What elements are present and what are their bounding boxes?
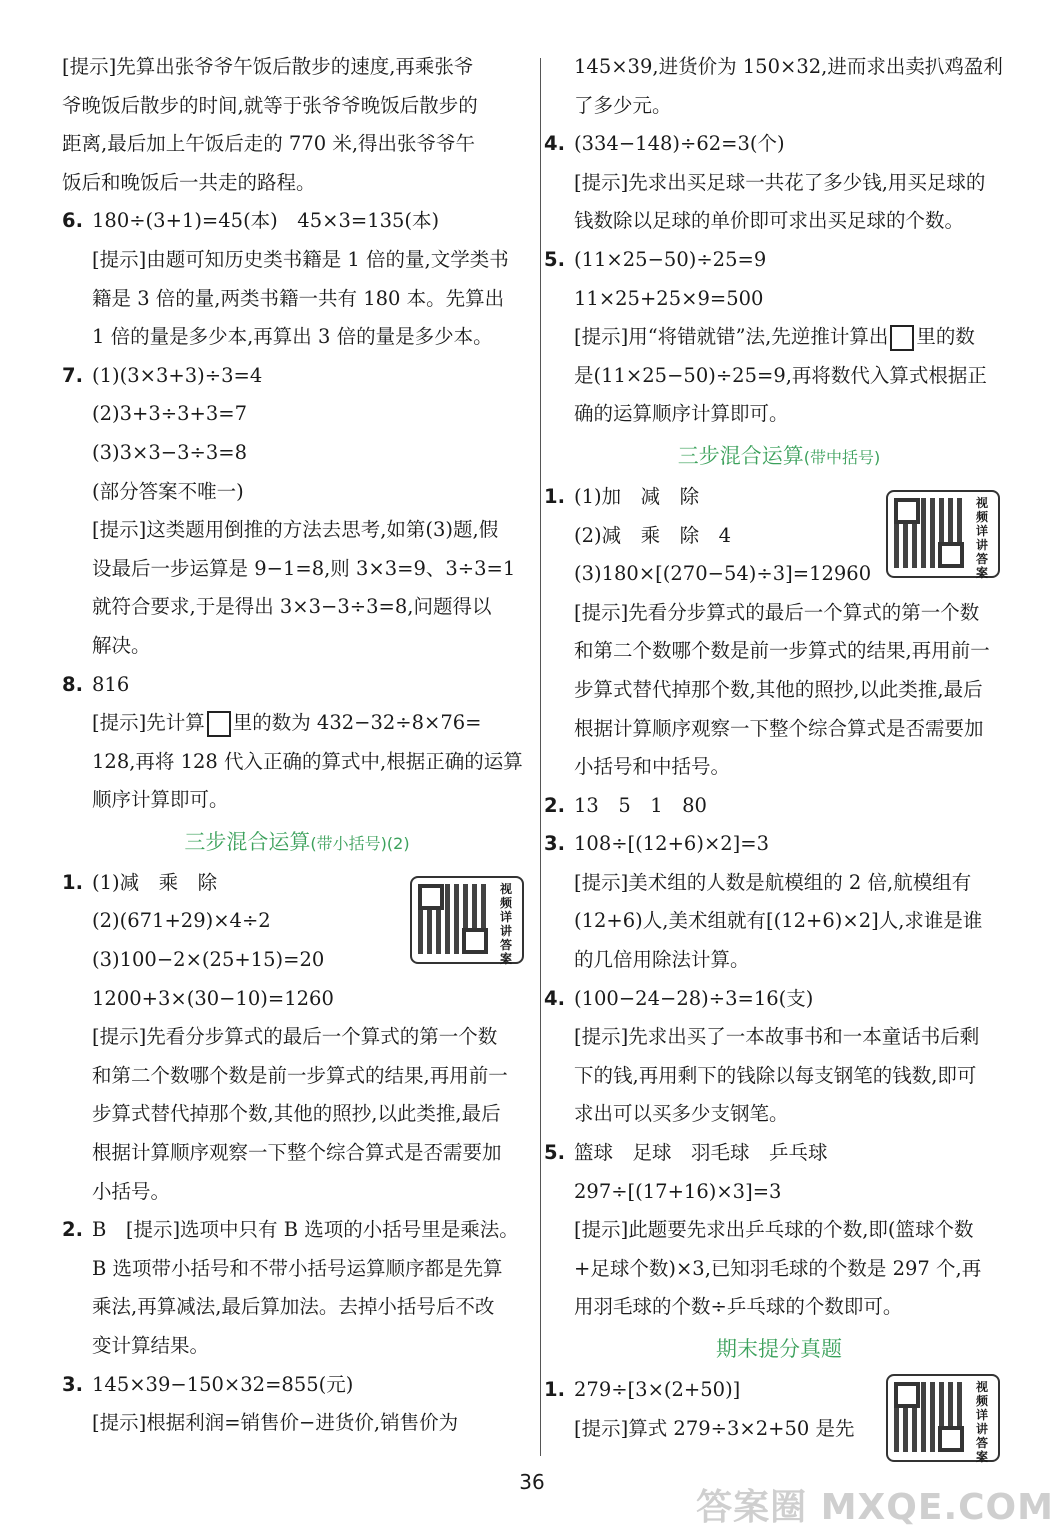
answer-text: 篮球 足球 羽毛球 乒乓球 xyxy=(574,1141,828,1165)
qr-code-icon[interactable] xyxy=(886,490,1000,578)
hint-line: 和第二个数哪个数是前一步算式的结果,再用前一 xyxy=(92,1063,508,1087)
section-subtitle: (带中括号) xyxy=(803,447,881,467)
answer-4 xyxy=(544,980,1014,1019)
hint-line: 1 倍的量是多少本,再算出 3 倍的量是多少本。 xyxy=(92,325,493,349)
answer-4 xyxy=(544,125,1014,164)
answer-line: (3)100−2×(25+15)=20 xyxy=(92,948,325,972)
qr-code-icon[interactable] xyxy=(410,876,524,964)
answer-8 xyxy=(62,666,532,705)
left-column xyxy=(62,48,532,1443)
hint-line: [提示]这类题用倒推的方法去思考,如第(3)题,假 xyxy=(92,518,499,542)
question-number: 1. xyxy=(544,484,565,508)
hint-line: 用羽毛球的个数÷乒乓球的个数即可。 xyxy=(574,1295,903,1319)
hint-line: [提示]美术组的人数是航模组的 2 倍,航模组有 xyxy=(574,870,972,894)
question-number: 1. xyxy=(544,1378,565,1401)
hint-line: +足球个数)×3,已知羽毛球的个数是 297 个,再 xyxy=(574,1256,982,1280)
hint-text: 里的数为 432−32÷8×76= xyxy=(232,711,482,735)
answer-text: 816 xyxy=(92,672,130,696)
hint-line: 的几倍用除法计算。 xyxy=(574,948,750,972)
answer-text: (1)加 减 除 xyxy=(574,484,700,508)
blank-box xyxy=(207,711,231,737)
hint-line: 确的运算顺序计算即可。 xyxy=(574,402,789,426)
hint-line: 下的钱,再用剩下的钱除以每支钢笔的钱数,即可 xyxy=(574,1063,977,1087)
qr-code-icon[interactable] xyxy=(886,1374,1000,1462)
hint-line: 128,再将 128 代入正确的算式中,根据正确的运算 xyxy=(92,749,523,773)
hint-line: 步算式替代掉那个数,其他的照抄,以此类推,最后 xyxy=(92,1102,501,1126)
hint-text: [提示]先计算 xyxy=(92,711,205,735)
hint-line: 是(11×25−50)÷25=9,再将数代入算式根据正 xyxy=(574,363,987,387)
hint-line: 变计算结果。 xyxy=(92,1334,210,1357)
answer-5 xyxy=(544,1134,1014,1173)
question-number: 5. xyxy=(544,1141,565,1165)
answer-text: (334−148)÷62=3(个) xyxy=(574,132,785,156)
hint-line: (12+6)人,美术组就有[(12+6)×2]人,求谁是谁 xyxy=(574,909,983,933)
hint-line: [提示]此题要先求出乒乓球的个数,即(篮球个数 xyxy=(574,1218,974,1242)
hint-line: 小括号。 xyxy=(92,1179,171,1203)
answer-2 xyxy=(544,787,1014,826)
answer-6 xyxy=(62,202,532,241)
answer-note: (部分答案不唯一) xyxy=(92,479,244,503)
hint-line: [提示]先求出买足球一共花了多少钱,用买足球的 xyxy=(574,170,986,194)
hint-text: [提示]用“将错就错”法,先逆推计算出 xyxy=(574,325,889,349)
question-number: 6. xyxy=(62,209,83,233)
answer-text: 108÷[(12+6)×2]=3 xyxy=(574,832,770,856)
answer-text: (1)减 乘 除 xyxy=(92,870,218,894)
question-number: 7. xyxy=(62,363,83,387)
section-heading xyxy=(62,820,532,864)
question-number: 5. xyxy=(544,247,565,271)
question-number: 2. xyxy=(544,793,565,817)
hint-line: [提示]先看分步算式的最后一个算式的第一个数 xyxy=(92,1025,498,1049)
section-heading xyxy=(544,1327,1014,1371)
text-line: [提示]先算出张爷爷午饭后散步的速度,再乘张爷 xyxy=(62,55,474,78)
watermark-logo: 答案圈 MXQE.COM xyxy=(696,1487,1054,1528)
hint-line: 和第二个数哪个数是前一步算式的结果,再用前一 xyxy=(574,639,990,663)
answer-line: 1200+3×(30−10)=1260 xyxy=(92,986,334,1010)
answer-text: 279÷[3×(2+50)] xyxy=(574,1378,741,1401)
answer-line: 297÷[(17+16)×3]=3 xyxy=(574,1179,782,1203)
answer-3 xyxy=(544,825,1014,864)
answer-5 xyxy=(544,241,1014,280)
hint-line: 小括号和中括号。 xyxy=(574,755,731,779)
answer-line: 11×25+25×9=500 xyxy=(574,286,764,310)
right-column xyxy=(544,48,1014,1448)
hint-line: 解决。 xyxy=(92,633,151,657)
hint-line: 根据计算顺序观察一下整个综合算式是否需要加 xyxy=(92,1141,502,1165)
section-title: 期末提分真题 xyxy=(716,1337,842,1361)
qr-label: 视频详讲答案 xyxy=(500,882,513,966)
hint-line: B 选项带小括号和不带小括号运算顺序都是先算 xyxy=(92,1256,503,1280)
hint-line: 钱数除以足球的单价即可求出买足球的个数。 xyxy=(574,209,965,233)
hint-line: 就符合要求,于是得出 3×3−3÷3=8,问题得以 xyxy=(92,595,492,619)
qr-label: 视频详讲答案 xyxy=(976,1380,989,1464)
text-line: 距离,最后加上午饭后走的 770 米,得出张爷爷午 xyxy=(62,132,476,156)
answer-text: B [提示]选项中只有 B 选项的小括号里是乘法。 xyxy=(92,1218,519,1242)
answer-line: (3)3×3−3÷3=8 xyxy=(92,440,248,464)
hint-line: [提示]由题可知历史类书籍是 1 倍的量,文学类书 xyxy=(92,247,509,271)
hint-line: 顺序计算即可。 xyxy=(92,788,229,812)
hint-line: [提示]算式 279÷3×2+50 是先 xyxy=(574,1416,855,1440)
hint-line: 籍是 3 倍的量,两类书籍一共有 180 本。先算出 xyxy=(92,286,505,310)
answer-text: (11×25−50)÷25=9 xyxy=(574,247,767,271)
hint-line: 步算式替代掉那个数,其他的照抄,以此类推,最后 xyxy=(574,677,983,701)
answer-2 xyxy=(62,1211,532,1250)
hint-line: 求出可以买多少支钢笔。 xyxy=(574,1102,789,1126)
question-number: 4. xyxy=(544,986,565,1010)
question-number: 1. xyxy=(62,870,83,894)
qr-pattern xyxy=(418,884,488,954)
qr-pattern xyxy=(894,498,964,568)
page-number: 36 xyxy=(519,1470,545,1494)
answer-text: (100−24−28)÷3=16(支) xyxy=(574,986,814,1010)
answer-7 xyxy=(62,357,532,396)
answer-text: 180÷(3+1)=45(本) 45×3=135(本) xyxy=(92,209,440,233)
answer-line: (2)(671+29)×4÷2 xyxy=(92,909,271,933)
hint-line: [提示]根据利润=销售价−进货价,销售价为 xyxy=(92,1411,459,1435)
text-line: 了多少元。 xyxy=(574,93,672,117)
section-heading xyxy=(544,434,1014,478)
answer-line: (3)180×[(270−54)÷3]=12960 xyxy=(574,562,872,586)
text-line: 爷晚饭后散步的时间,就等于张爷爷晚饭后散步的 xyxy=(62,93,478,117)
question-number: 8. xyxy=(62,672,83,696)
answer-text: 145×39−150×32=855(元) xyxy=(92,1372,354,1396)
text-line: 饭后和晚饭后一共走的路程。 xyxy=(62,170,316,194)
column-divider xyxy=(540,58,541,1456)
question-number: 2. xyxy=(62,1218,83,1242)
answer-3 xyxy=(62,1366,532,1405)
answer-text: 13 5 1 80 xyxy=(574,793,707,817)
question-number: 3. xyxy=(544,832,565,856)
hint-line: 乘法,再算减法,最后算加法。去掉小括号后不改 xyxy=(92,1295,495,1319)
hint-line: 根据计算顺序观察一下整个综合算式是否需要加 xyxy=(574,716,984,740)
answer-line: (2)减 乘 除 4 xyxy=(574,523,732,547)
answer-line: (2)3+3÷3+3=7 xyxy=(92,402,248,426)
section-title: 三步混合运算 xyxy=(677,443,804,468)
section-title: 三步混合运算 xyxy=(184,829,311,854)
hint-line xyxy=(62,704,532,743)
hint-text: 里的数 xyxy=(916,325,975,349)
blank-box xyxy=(890,325,914,351)
hint-line: [提示]先求出买了一本故事书和一本童话书后剩 xyxy=(574,1025,980,1049)
question-number: 3. xyxy=(62,1372,83,1396)
question-number: 4. xyxy=(544,132,565,156)
section-subtitle: (带小括号)(2) xyxy=(310,833,410,853)
hint-line: [提示]先看分步算式的最后一个算式的第一个数 xyxy=(574,600,980,624)
qr-pattern xyxy=(894,1382,964,1452)
qr-label: 视频详讲答案 xyxy=(976,496,989,580)
hint-line xyxy=(544,318,1014,357)
answer-text: (1)(3×3+3)÷3=4 xyxy=(92,363,263,387)
text-line: 145×39,进货价为 150×32,进而求出卖扒鸡盈利 xyxy=(574,55,1003,78)
hint-line: 设最后一步运算是 9−1=8,则 3×3=9、3÷3=1 xyxy=(92,556,516,580)
